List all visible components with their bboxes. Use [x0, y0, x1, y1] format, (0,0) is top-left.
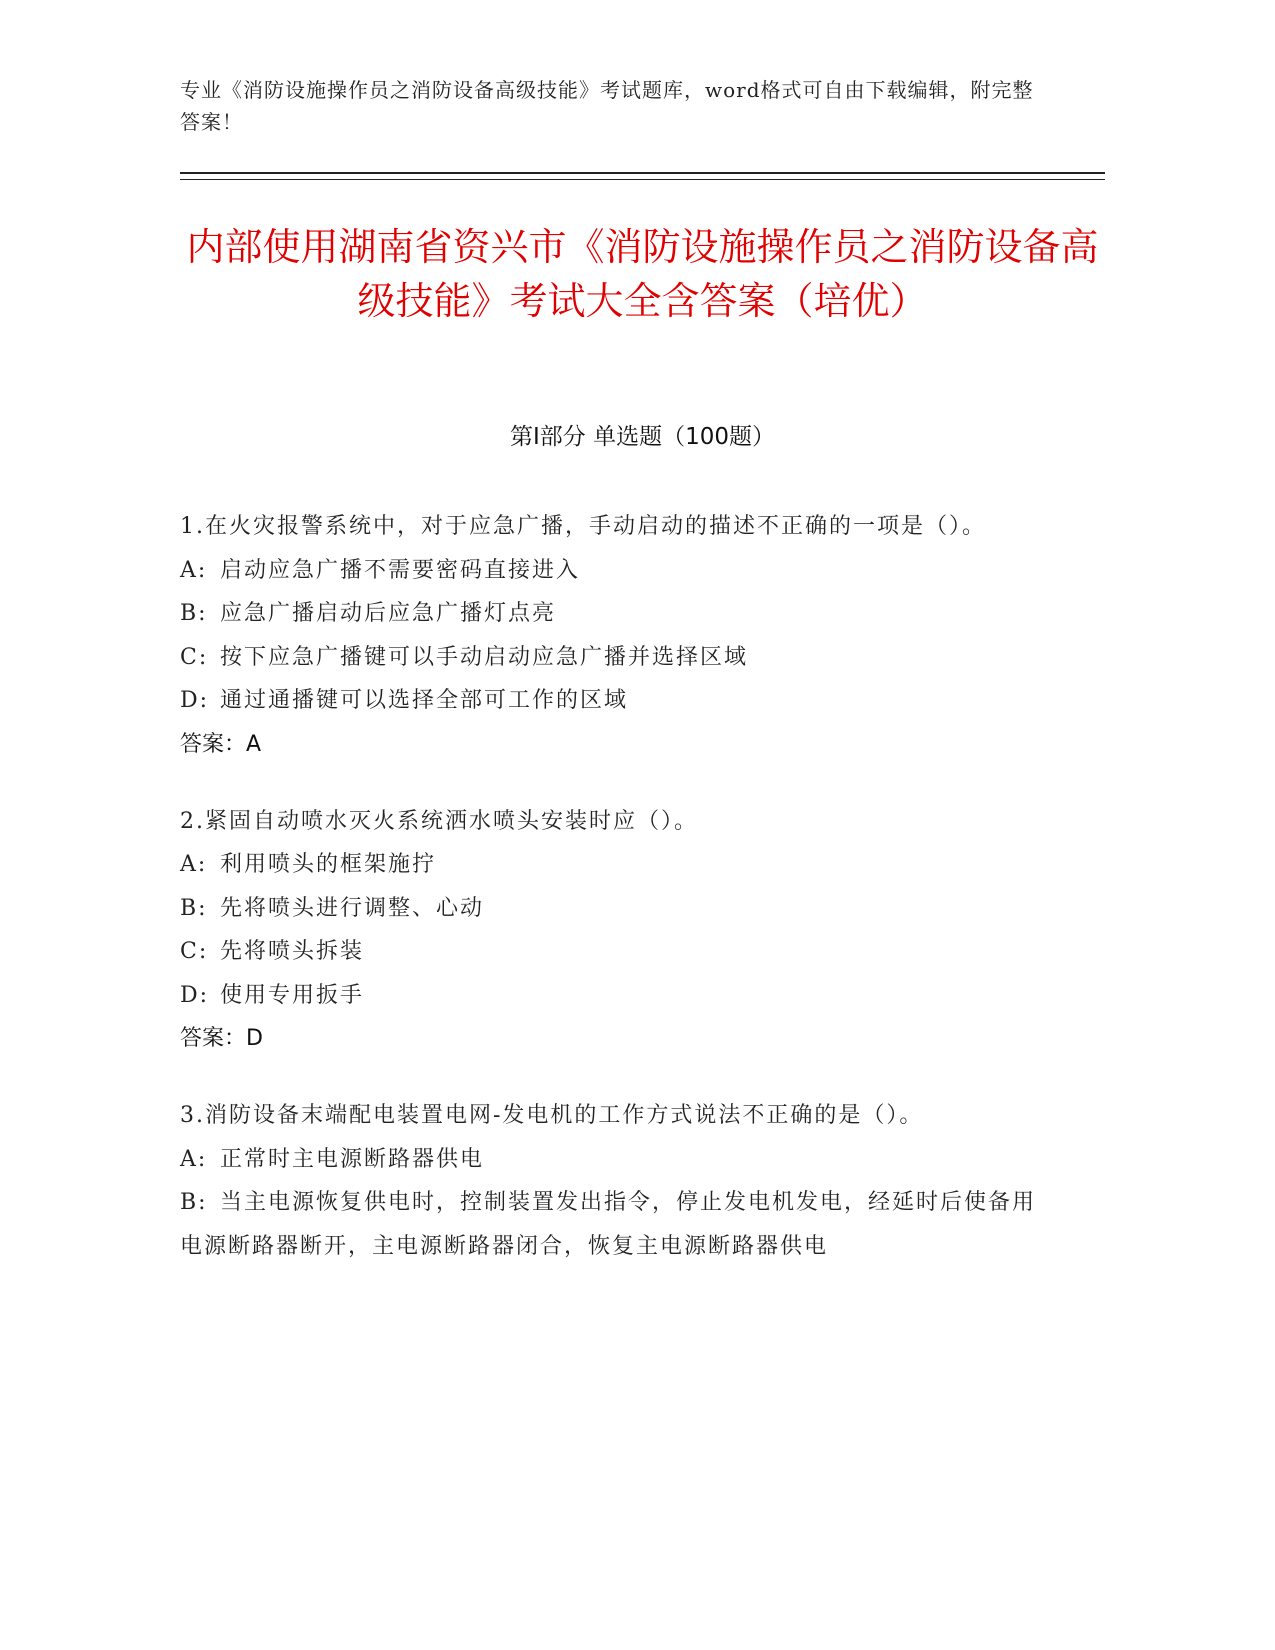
option-b — [180, 592, 1040, 636]
option-text: 应急广播启动后应急广播灯点亮 — [220, 601, 557, 626]
question-text: 1.在火灾报警系统中，对于应急广播，手动启动的描述不正确的一项是（）。 — [180, 514, 986, 539]
option-b — [180, 1181, 1040, 1268]
option-letter: B: — [180, 895, 208, 921]
option-text: 使用专用扳手 — [220, 982, 365, 1008]
option-text: 通过通播键可以选择全部可工作的区域 — [220, 688, 629, 713]
answer: 答案：A — [180, 731, 262, 757]
option-c — [180, 636, 1040, 680]
option-letter: B: — [180, 1190, 208, 1215]
question-text: 2.紧固自动喷水灭火系统洒水喷头安装时应（）。 — [180, 808, 698, 834]
option-letter: A: — [180, 852, 208, 877]
header-rule-thick — [180, 172, 1105, 174]
option-letter: A: — [180, 1146, 208, 1172]
option-letter: B: — [180, 601, 208, 626]
option-letter: C: — [180, 644, 209, 670]
option-text: 启动应急广播不需要密码直接进入 — [220, 557, 581, 583]
option-a — [180, 549, 1040, 593]
option-c — [180, 930, 1040, 974]
option-text: 当主电源恢复供电时，控制装置发出指令，停止发电机发电，经延时后使备用电源断路器断开，主电源断路器闭合，恢复主电源断路器供电 — [180, 1190, 1037, 1259]
question-3 — [180, 1094, 1040, 1268]
question-text: 3.消防设备末端配电装置电网-发电机的工作方式说法不正确的是（）。 — [180, 1103, 924, 1128]
header-note: 专业《消防设施操作员之消防设备高级技能》考试题库，word格式可自由下载编辑，附完整答案！ — [180, 78, 1034, 134]
option-d — [180, 974, 1040, 1018]
header-rule-thin — [180, 179, 1105, 180]
question-1 — [180, 505, 1040, 767]
option-letter: D: — [180, 982, 210, 1008]
option-text: 按下应急广播键可以手动启动应急广播并选择区域 — [220, 644, 749, 670]
option-text: 先将喷头拆装 — [220, 939, 365, 964]
option-letter: C: — [180, 939, 209, 964]
option-letter: D: — [180, 688, 210, 713]
answer: 答案：D — [180, 1026, 263, 1051]
option-text: 正常时主电源断路器供电 — [220, 1146, 485, 1172]
option-text: 先将喷头进行调整、心动 — [220, 895, 485, 921]
option-a — [180, 843, 1040, 887]
option-a — [180, 1138, 1040, 1182]
option-d — [180, 679, 1040, 723]
question-2 — [180, 800, 1040, 1062]
option-b — [180, 887, 1040, 931]
section-title: 第Ⅰ部分 单选题（100题） — [510, 424, 775, 450]
option-text: 利用喷头的框架施拧 — [220, 852, 437, 877]
document-title: 内部使用湖南省资兴市《消防设施操作员之消防设备高级技能》考试大全含答案（培优） — [186, 225, 1099, 323]
question-list — [180, 505, 1040, 1301]
option-letter: A: — [180, 557, 208, 583]
